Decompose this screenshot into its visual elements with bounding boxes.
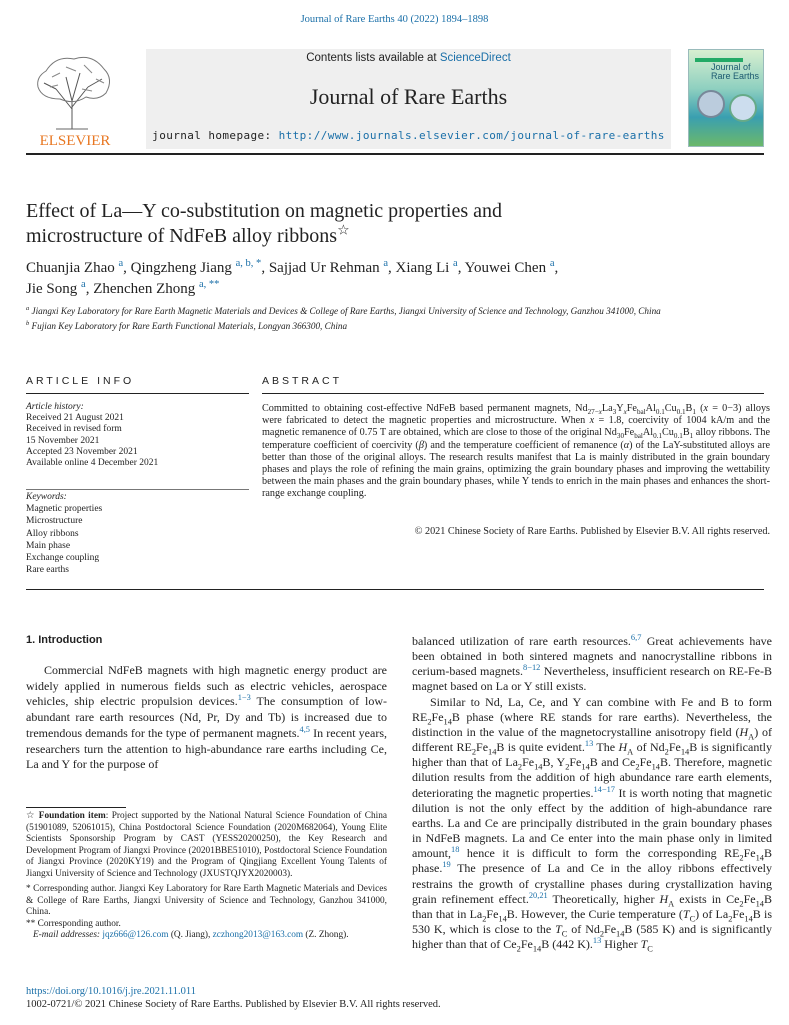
journal-citation[interactable]: Journal of Rare Earths 40 (2022) 1894–1898 xyxy=(300,14,489,25)
abstract-rule xyxy=(262,393,764,394)
keyword: Main phase xyxy=(26,540,71,551)
article-title: Effect of La—Y co-substitution on magnetic properties and microstructure of NdFeB alloy ribbons☆ xyxy=(26,200,502,247)
keyword: Exchange coupling xyxy=(26,553,100,564)
journal-cover-thumbnail[interactable] xyxy=(688,49,764,147)
author-name[interactable]: Zhenchen Zhong xyxy=(93,281,196,297)
keywords: Keywords: Magnetic properties Microstructure Alloy ribbons Main phase Exchange coupling Rare earths xyxy=(26,491,246,576)
email-link[interactable]: jqz666@126.com xyxy=(102,930,169,940)
email-link[interactable]: zczhong2013@163.com xyxy=(212,930,304,940)
author-name[interactable]: Jie Song xyxy=(26,281,78,297)
author-name[interactable]: Sajjad Ur Rehman xyxy=(268,260,380,276)
footnotes: ☆ Foundation item: Project supported by the National Natural Science Foundation of China (51901089, 52061015), China Postdoctoral Science Foundation (2020M682064), Young Elite Scientists Sponsorship Program by CAST (YESS20200250), the Key Research and Development Program of Jiangxi Province (20201BBE51010), Postdoctoral Science Foundation of Jiangxi Province (2020KY19) and the Program of Qingjiang Excellent Young Talents of Jiangxi University of Science and Technology (JXUSTQJYX2020003). * Corresponding author. Jiangxi Key Laboratory for Rare Earth Magnetic Materials and Devices & College of Rare Earths, Jiangxi University of Science and Technology, Ganzhou 341000, China. ** Corresponding author. E-mail addresses: jqz666@126.com (Q. Jiang), zczhong2013@163.com (Z. Zhong). xyxy=(26,811,387,940)
author-name[interactable]: Youwei Chen xyxy=(464,260,547,276)
keyword: Magnetic properties xyxy=(26,504,103,515)
affiliation-b: $^b$ Fujian Key Laboratory for Rare Earth Functional Materials, Longyan 366300, China xyxy=(26,319,348,331)
body-column-right: balanced utilization of rare earth resources.$^{6,7}$ Great achievements have been obtained in both sintered magnets and nanocrystalline ribbons in cerium-based magnets.$^{8-12}$ Nevertheless, insufficient research on RE-Fe-B magnet based on La or Y still exists. Similar to Nd, La, Ce, and Y can combine with Fe and B to form $RE_2Fe_{14}B$ phase (where RE stands for rare earths). Nevertheless, the distinction in the value of the magnetocrystalline anisotropy field $(H_A)$ of different $RE_2Fe_{14}B$ is quite evident.$^{13}$ The $H_A$ of $Nd_2Fe_{14}B$ is significantly higher than that of $La_2Fe_{14}B$, $Y_2Fe_{14}B$ and $Ce_2Fe_{14}B$. Therefore, magnetic dilution results from the addition of high abundance rare earth elements, deteriorating the magnetic properties.$^{14-17}$ It is worth noting that magnetic dilution is not the only effect by the addition of high-abundance rare earths. La and Ce are principally distributed in the grain boundary phases in NdFeB magnets. La and Ce enter into the main phase only in limited amount,$^{18}$ hence it is difficult to form the corresponding $RE_2Fe_{14}B$ phase.$^{19}$ The presence of La and Ce in the alloy ribbons effectively restrains the growth of crystalline phases during crystallization having grain refinement effect.$^{20,21}$ Theoretically, higher $H_A$ exists in $Ce_2Fe_{14}B$ than that in $La_2Fe_{14}B$. However, the Curie temperature $(T_C)$ of $La_2Fe_{14}B$ is 530 K, which is close to the $T_C$ of $Nd_2Fe_{14}B$ (585 K) and is significantly higher than that of $Ce_2Fe_{14}B$ (442 K).$^{13}$ Higher $T_C$ xyxy=(412,633,773,954)
affiliation-a: $^a$ Jiangxi Key Laboratory for Rare Earth Magnetic Materials and Devices & College of Rare Earths, Jiangxi University of Science and Technology, Ganzhou 341000, China xyxy=(26,304,661,316)
copyright-notice: © 2021 Chinese Society of Rare Earths. Published by Elsevier B.V. All rights reserved. xyxy=(414,526,770,537)
affiliations xyxy=(26,305,726,332)
tree-icon xyxy=(26,49,124,149)
abstract-text: Committed to obtaining cost-effective NdFeB based permanent magnets, $Nd_{27-x}La_3Y_xFe_{bal}Al_{0.1}Cu_{0.1}B_1$ (x = 0−3) alloys were fabricated to detect the magnetic properties and microstructure. When x = 1.8, coercivity of 1004 kA/m and the magnetic remanence of 0.75 T are obtained, which are close to those of the original $Nd_{30}Fe_{bal}Al_{0.1}Cu_{0.1}B_1$ alloy ribbons. The temperature coefficient of coercivity (β) and the temperature coefficient of remanence (α) of the LaY-substituted alloys are better than those of the original alloys. The research results manifest that La is mainly distributed in the grain boundary phases and plays the role of refining the main grains, optimizing the grain boundary phases and improving the wettability between the main phases and the grain boundary phases, while Y tends to enrich in the main phases and enhances the short-range exchange coupling. xyxy=(262,403,770,500)
doi-link[interactable]: https://doi.org/10.1016/j.jre.2021.11.011 xyxy=(26,986,196,997)
issn-line: 1002-0721/© 2021 Chinese Society of Rare Earths. Published by Elsevier B.V. All rights reserved. xyxy=(26,999,441,1010)
body-column-left: Commercial NdFeB magnets with high magnetic energy product are widely applied in numerous fields such as electric vehicles, aerospace vehicles, ship electric propulsion devices.$^{1-3}$ The consumption of low-abundant rare earth resources (Nd, Pr, Dy and Tb) is increased due to tremendous demands for the type of permanent magnets.$^{4,5}$ In recent years, researchers turn the attention to high-abundance rare earths including Ce, La and Y for the purpose of xyxy=(26,663,388,772)
header-rule xyxy=(26,153,764,155)
section-heading: 1. Introduction xyxy=(26,634,103,646)
abstract-heading: ABSTRACT xyxy=(262,375,343,387)
keyword: Microstructure xyxy=(26,516,83,527)
keywords-rule xyxy=(26,489,249,490)
author-name[interactable]: Chuanjia Zhao xyxy=(26,260,115,276)
author-list: Chuanjia Zhao $^a$, Qingzheng Jiang $^{a, b, *}$, Sajjad Ur Rehman $^a$, Xiang Li $^a$, Youwei Chen $^a$, Jie Song $^a$, Zhenchen Zhong $^{a, **}$ xyxy=(26,258,559,297)
article-info-heading: ARTICLE INFO xyxy=(26,375,135,387)
homepage-link[interactable]: http://www.journals.elsevier.com/journal-of-rare-earths xyxy=(278,129,665,142)
cover-title: Journal of Rare Earths xyxy=(711,62,760,81)
footnote-rule xyxy=(26,807,126,808)
article-history: Article history: Received 21 August 2021 Received in revised form 15 November 2021 Accepted 23 November 2021 Available online 4 December 2021 xyxy=(26,402,159,469)
abstract-bottom-rule xyxy=(26,589,764,590)
keyword: Rare earths xyxy=(26,565,69,576)
sciencedirect-link[interactable]: ScienceDirect xyxy=(439,52,511,64)
keyword: Alloy ribbons xyxy=(26,528,79,539)
journal-title: Journal of Rare Earths xyxy=(309,84,508,109)
info-rule xyxy=(26,393,249,394)
author-name[interactable]: Qingzheng Jiang xyxy=(130,260,232,276)
contents-line: Contents lists available at ScienceDirect xyxy=(306,52,511,64)
svg-text:ELSEVIER: ELSEVIER xyxy=(39,133,111,149)
homepage-line: journal homepage: http://www.journals.elsevier.com/journal-of-rare-earths xyxy=(152,129,665,142)
author-name[interactable]: Xiang Li xyxy=(395,260,450,276)
elsevier-logo xyxy=(26,49,124,149)
